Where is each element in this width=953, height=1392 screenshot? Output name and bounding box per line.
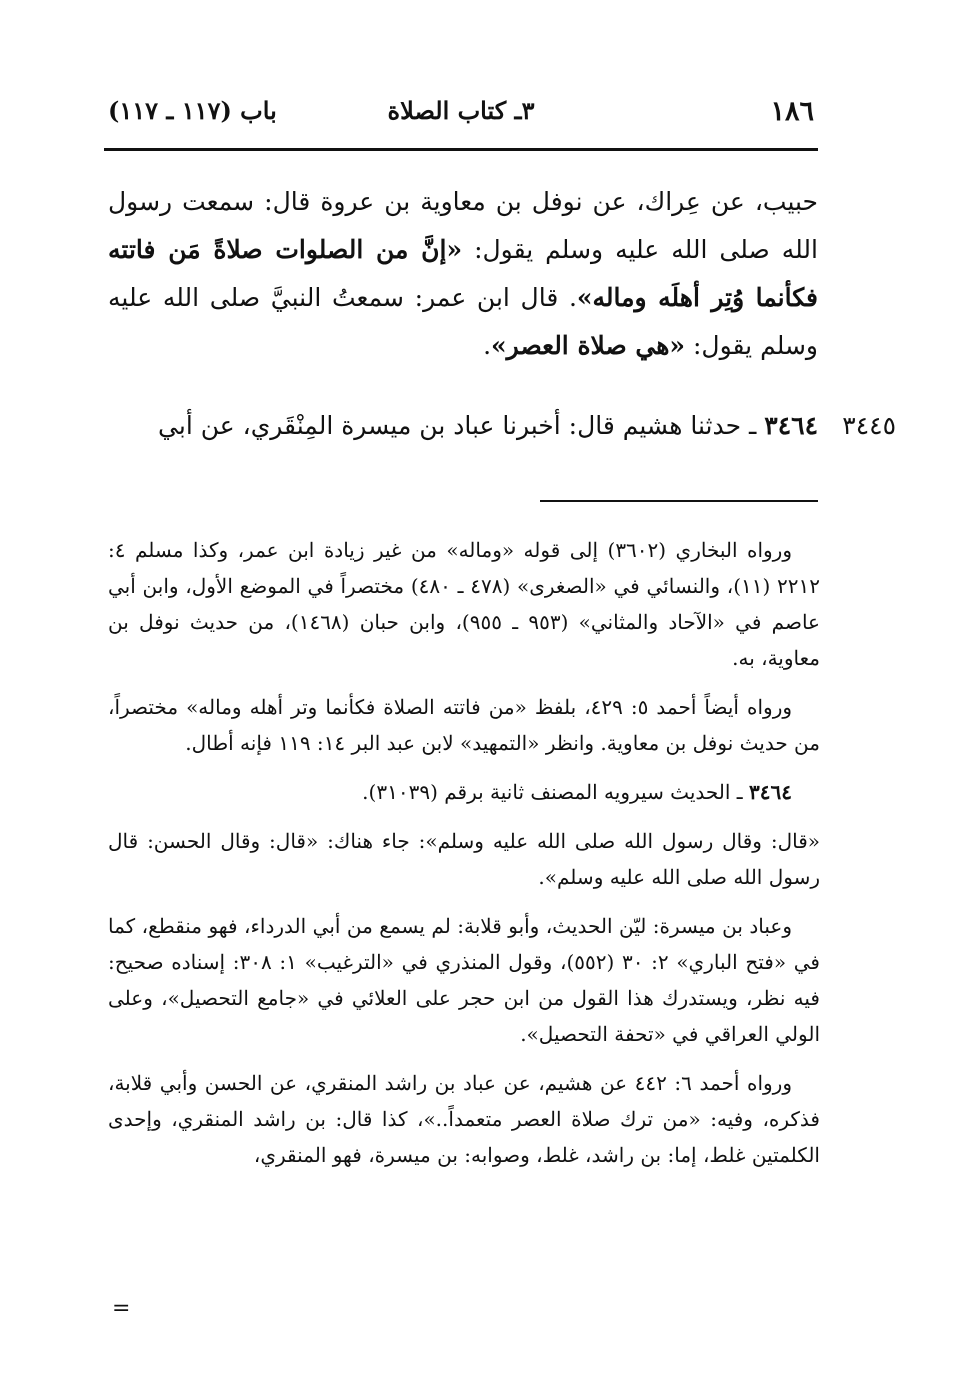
hadith-number: ٣٤٦٤ [764, 411, 818, 440]
main-text [108, 178, 818, 370]
margin-number: ٣٤٤٥ [842, 411, 896, 440]
footnote-text: «قال: وقال رسول الله صلى الله عليه وسلم»: جاء هناك: «قال: وقال الحسن: قال رسول الله صلى الله عليه وسلم». [108, 829, 821, 889]
footnote-text: ورواه أيضاً أحمد ٥: ٤٢٩، بلفظ «من فاتته الصلاة فكأنما وتر أهله وماله» مختصراً، من حديث نوفل بن معاوية. وانظر «التمهيد» لابن عبد البر ١٤: ١١٩ فإنه أطال. [108, 695, 820, 755]
footnote-text: ورواه أحمد ٦: ٤٤٢ عن هشيم، عن عباد بن راشد المنقري، عن الحسن وأبي قلابة، فذكره، وفيه: «من ترك صلاة العصر متعمداً..»، كذا قال: بن راشد المنقري، وإحدى الكلمتين غلط، إما: بن راشد، غلط، وصوابه: بن ميسرة، فهو المنقري، [108, 1071, 820, 1167]
footnote-paragraph [108, 532, 820, 676]
chapter-title: باب (١١٧ ـ ١١٧) [108, 96, 277, 125]
footnote-paragraph [108, 689, 820, 761]
footnote-paragraph [108, 823, 820, 895]
hadith-entry [108, 402, 818, 450]
footnote-hadith-number: ٣٤٦٤ [749, 780, 792, 804]
footnote-paragraph [108, 774, 820, 810]
book-title: ٣ـ كتاب الصلاة [387, 96, 535, 125]
page-number: ١٨٦ [770, 96, 814, 127]
footnote-text: وعباد بن ميسرة: ليّن الحديث، وأبو قلابة: لم يسمع من أبي الدرداء، فهو منقطع، كما في «فتح الباري» ٢: ٣٠ (٥٥٢)، وقول المنذري في «الترغيب» ١: ٣٠٨: إسناده صحيح: فيه نظر، ويستدرك هذا القول من ابن حجر على العلائي في «جامع التحصيل»، وعلى الولي العراقي في «تحفة التحصيل». [108, 914, 820, 1046]
footnote-text: ـ الحديث سيرويه المصنف ثانية برقم (٣١٠٣٩). [362, 780, 750, 804]
footnote-paragraph [108, 908, 820, 1052]
header-divider [104, 148, 818, 151]
hadith-text: ـ حدثنا هشيم قال: أخبرنا عباد بن ميسرة المِنْقَري، عن أبي [158, 411, 765, 440]
footnotes [108, 532, 820, 1186]
hadith-quote: «إنَّ من الصلوات صلاةً مَن فاتته فكأنما وُتِر أهلَه وماله» [108, 235, 818, 312]
footnote-text: ورواه البخاري (٣٦٠٢) إلى قوله «وماله» من غير زيادة ابن عمر، وكذا مسلم ٤: ٢٢١٢ (١١)، والنسائي في «الصغرى» (٤٧٨ ـ ٤٨٠) مختصراً في الموضع الأول، وابن أبي عاصم في «الآحاد والمثاني» (٩٥٣ ـ ٩٥٥)، وابن حبان (١٤٦٨)، من حديث نوفل بن معاوية، به. [108, 538, 820, 670]
footnote-divider [540, 500, 818, 502]
footnote-paragraph [108, 1065, 820, 1173]
continuation-mark: = [112, 1296, 131, 1321]
main-text-end: . [483, 331, 492, 360]
running-header [106, 96, 816, 136]
hadith-quote-2: «هي صلاة العصر» [491, 331, 686, 360]
main-text-middle: . قال ابن عمر: سمعتُ النبيَّ صلى الله عليه وسلم يقول: [108, 283, 818, 360]
main-text-intro: حبيب، عن عِراك، عن نوفل بن معاوية بن عروة قال: سمعت رسول الله صلى الله عليه وسلم يقول: [108, 187, 818, 264]
